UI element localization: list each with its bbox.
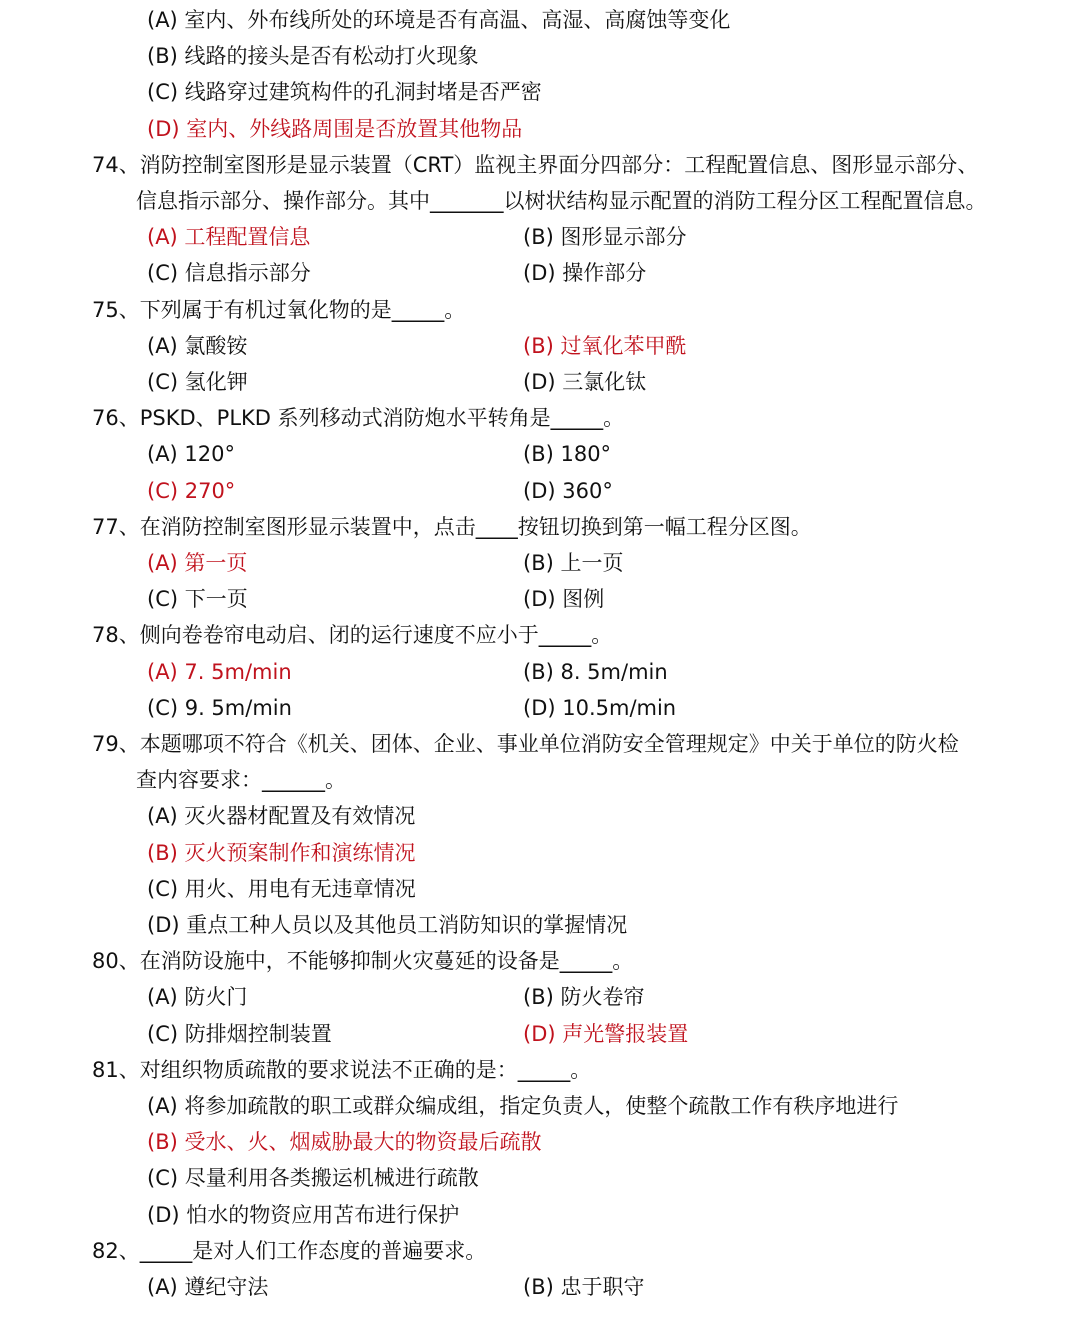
question-text: 78、侧向卷卷帘电动启、闭的运行速度不应小于_____。 (92, 623, 613, 648)
option: (D) 重点工种人员以及其他员工消防知识的掌握情况 (147, 913, 628, 937)
question-text: 82、_____是对人们工作态度的普遍要求。 (92, 1238, 487, 1263)
question-text-continued: 信息指示部分、操作部分。其中_______以树状结构显示配置的消防工程分区工程配置信息。 (136, 189, 987, 213)
option: (C) 防排烟控制装置 (147, 1021, 332, 1046)
question-text-continued: 查内容要求：______。 (136, 768, 346, 793)
option: (A) 氯酸铵 (147, 333, 248, 358)
question-text: 76、PSKD、PLKD 系列移动式消防炮水平转角是_____。 (92, 406, 625, 431)
option: (D) 10.5m/min (523, 695, 677, 720)
option: (C) 下一页 (147, 587, 248, 612)
option: (D) 360° (523, 478, 613, 503)
answer-option: (D) 声光警报装置 (523, 1021, 689, 1046)
option: (B) 图形显示部分 (523, 225, 687, 250)
option: (C) 9. 5m/min (147, 695, 292, 720)
question-text: 81、对组织物质疏散的要求说法不正确的是：_____。 (92, 1057, 592, 1082)
answer-option: (D) 室内、外线路周围是否放置其他物品 (147, 116, 523, 141)
question-text: 79、本题哪项不符合《机关、团体、企业、事业单位消防安全管理规定》中关于单位的防火检 (92, 732, 959, 756)
option: (A) 室内、外布线所处的环境是否有高温、高湿、高腐蚀等变化 (147, 8, 731, 32)
option: (B) 8. 5m/min (523, 659, 668, 684)
option: (B) 忠于职守 (523, 1275, 645, 1299)
question-text: 75、下列属于有机过氧化物的是_____。 (92, 297, 466, 322)
option: (A) 遵纪守法 (147, 1275, 269, 1299)
option: (B) 防火卷帘 (523, 985, 645, 1010)
answer-option: (B) 过氧化苯甲酰 (523, 333, 687, 358)
option: (A) 防火门 (147, 985, 248, 1010)
answer-option: (C) 270° (147, 478, 236, 503)
option: (D) 三氯化钛 (523, 370, 647, 394)
option: (C) 线路穿过建筑构件的孔洞封堵是否严密 (147, 80, 542, 105)
option: (A) 将参加疏散的职工或群众编成组，指定负责人，使整个疏散工作有秩序地进行 (147, 1094, 899, 1118)
answer-option: (A) 7. 5m/min (147, 659, 292, 684)
option: (C) 尽量利用各类搬运机械进行疏散 (147, 1166, 479, 1191)
answer-option: (A) 工程配置信息 (147, 225, 311, 250)
answer-option: (A) 第一页 (147, 551, 248, 575)
option: (C) 氢化钾 (147, 370, 248, 394)
question-text: 77、在消防控制室图形显示装置中，点击____按钮切换到第一幅工程分区图。 (92, 514, 812, 539)
option: (B) 180° (523, 442, 612, 467)
answer-option: (B) 灭火预案制作和演练情况 (147, 840, 416, 865)
option: (C) 信息指示部分 (147, 261, 311, 286)
question-text: 74、消防控制室图形是显示装置（CRT）监视主界面分四部分：工程配置信息、图形显示部分、 (92, 152, 979, 177)
option: (D) 操作部分 (523, 261, 647, 286)
option: (C) 用火、用电有无违章情况 (147, 876, 416, 901)
option: (D) 图例 (523, 587, 605, 612)
question-text: 80、在消防设施中，不能够抑制火灾蔓延的设备是_____。 (92, 949, 634, 974)
option: (B) 线路的接头是否有松动打火现象 (147, 44, 479, 69)
option: (B) 上一页 (523, 551, 624, 575)
answer-option: (B) 受水、火、烟威胁最大的物资最后疏散 (147, 1130, 542, 1155)
option: (A) 灭火器材配置及有效情况 (147, 804, 416, 829)
option: (A) 120° (147, 442, 236, 467)
option: (D) 怕水的物资应用苫布进行保护 (147, 1202, 460, 1227)
